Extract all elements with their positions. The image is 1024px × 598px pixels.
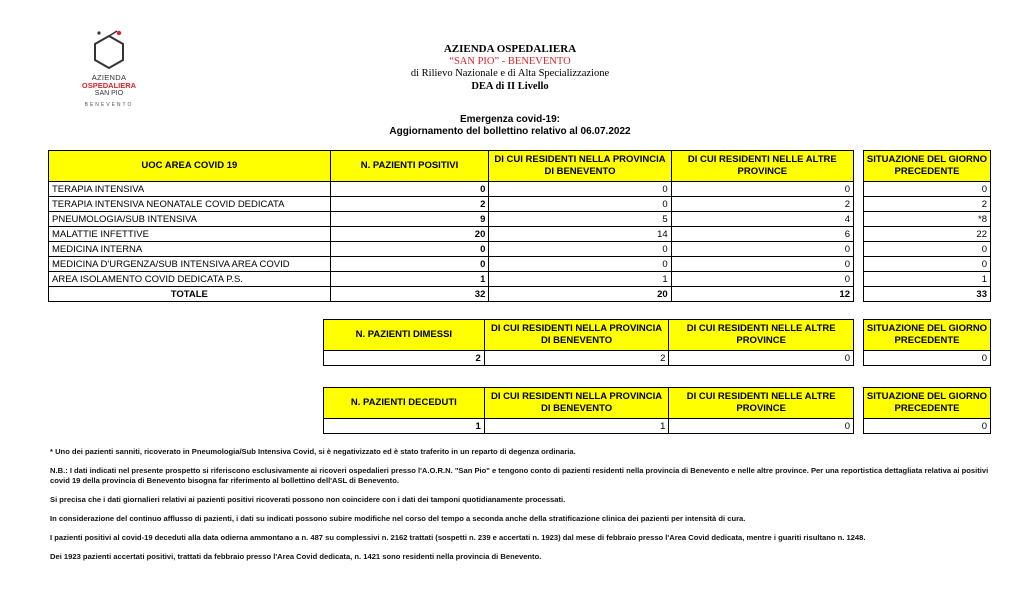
row-positivi: 0	[330, 257, 489, 272]
deceduti-altre: 0	[669, 419, 854, 434]
header-subtitle: “SAN PIO” - BENEVENTO	[449, 55, 571, 67]
deceduti-table	[323, 387, 854, 434]
row-positivi: 20	[330, 227, 489, 242]
prev-value: 22	[864, 227, 991, 242]
header-deceduti: N. PAZIENTI DECEDUTI	[324, 388, 485, 419]
dimessi-bn: 2	[484, 351, 669, 366]
main-covid-table	[48, 150, 854, 302]
prev-value: 0	[864, 182, 991, 197]
total-label: TOTALE	[49, 287, 331, 302]
table-row	[324, 351, 854, 366]
total-row	[49, 287, 854, 302]
logo-text-ospedaliera: OSPEDALIERA	[81, 81, 137, 90]
row-name: AREA ISOLAMENTO COVID DEDICATA P.S.	[49, 272, 331, 287]
deceduti-total: 1	[324, 419, 485, 434]
table-row	[324, 419, 854, 434]
row-name: MALATTIE INFETTIVE	[49, 227, 331, 242]
prev-total: 33	[864, 287, 991, 302]
row-altre: 0	[671, 272, 853, 287]
header-deceduti-bn: DI CUI RESIDENTI NELLA PROVINCIA DI BENEVENTO	[484, 388, 669, 419]
table-row	[49, 182, 854, 197]
row-name: PNEUMOLOGIA/SUB INTENSIVA	[49, 212, 331, 227]
row-name: MEDICINA D'URGENZA/SUB INTENSIVA AREA COVID	[49, 257, 331, 272]
dimessi-table	[323, 319, 854, 366]
header-dimessi-altre: DI CUI RESIDENTI NELLE ALTRE PROVINCE	[669, 320, 854, 351]
header-positivi: N. PAZIENTI POSITIVI	[330, 151, 489, 182]
prev-value: 2	[864, 197, 991, 212]
table-row	[49, 257, 854, 272]
dimessi-total: 2	[324, 351, 485, 366]
note-5: I pazienti positivi al covid-19 deceduti alla data odierna ammontano a n. 487 su complessivi n. 2162 trattati (sospetti n. 239 e accertati n. 1923) dal mese di febbraio presso l'Area Covid dedicata, mentre i guariti risultano n. 1248.	[50, 533, 866, 542]
table-row	[49, 197, 854, 212]
note-3: Si precisa che i dati giornalieri relativi ai pazienti positivi ricoverati possono non coincidere con i dati dei tamponi quotidianamente processati.	[50, 495, 566, 504]
bulletin-line1: Emergenza covid-19:	[459, 114, 561, 125]
total-altre: 12	[671, 287, 853, 302]
header-deceduti-prev: SITUAZIONE DEL GIORNO PRECEDENTE	[864, 388, 991, 419]
deceduti-bn: 1	[484, 419, 669, 434]
row-altre: 4	[671, 212, 853, 227]
header-title: AZIENDA OSPEDALIERA	[443, 43, 577, 55]
row-name: TERAPIA INTENSIVA	[49, 182, 331, 197]
previous-day-table	[863, 150, 991, 302]
header-line3: di Rilievo Nazionale e di Alta Specializzazione	[410, 68, 610, 79]
header-res-altre: DI CUI RESIDENTI NELLE ALTRE PROVINCE	[671, 151, 853, 182]
row-altre: 2	[671, 197, 853, 212]
row-positivi: 9	[330, 212, 489, 227]
header-dimessi: N. PAZIENTI DIMESSI	[324, 320, 485, 351]
row-altre: 0	[671, 257, 853, 272]
note-4: In considerazione del continuo afflusso di pazienti, i dati su indicati possono subire modifiche nel corso del tempo a seconda anche della stratificazione clinica dei pazienti per intensità di cura.	[50, 514, 746, 523]
row-bn: 0	[489, 182, 671, 197]
header-dimessi-prev: SITUAZIONE DEL GIORNO PRECEDENTE	[864, 320, 991, 351]
table-row	[49, 212, 854, 227]
row-positivi: 0	[330, 182, 489, 197]
header-line4: DEA di II Livello	[471, 80, 549, 92]
row-altre: 0	[671, 182, 853, 197]
row-positivi: 1	[330, 272, 489, 287]
prev-value: 1	[864, 272, 991, 287]
note-2: N.B.: I dati indicati nel presente prospetto si riferiscono esclusivamente ai ricoveri ospedalieri presso l'A.O.R.N. "San Pio" e tengono conto di pazienti residenti nella provincia di Benevento e nelle altre province. Per una reportistica dettagliata relativa ai positivi covid 19 della provincia di Benevento bisogna far riferimento al bollettino dell'ASL di Benevento.	[50, 466, 989, 485]
dimessi-prev-value: 0	[864, 351, 991, 366]
header-res-bn: DI CUI RESIDENTI NELLA PROVINCIA DI BENEVENTO	[489, 151, 671, 182]
row-bn: 1	[489, 272, 671, 287]
prev-value: 0	[864, 242, 991, 257]
header-dimessi-bn: DI CUI RESIDENTI NELLA PROVINCIA DI BENEVENTO	[484, 320, 669, 351]
row-altre: 0	[671, 242, 853, 257]
header-deceduti-altre: DI CUI RESIDENTI NELLE ALTRE PROVINCE	[669, 388, 854, 419]
table-row	[49, 227, 854, 242]
logo-text-benevento: BENEVENTO	[84, 102, 134, 108]
note-6: Dei 1923 pazienti accertati positivi, trattati da febbraio presso l'Area Covid dedicata, n. 1421 sono residenti nella provincia di Benevento.	[50, 552, 542, 561]
prev-value: *8	[864, 212, 991, 227]
row-positivi: 0	[330, 242, 489, 257]
logo-text-azienda: AZIENDA	[91, 73, 127, 82]
total-positivi: 32	[330, 287, 489, 302]
row-altre: 6	[671, 227, 853, 242]
hexagon-logo-icon	[89, 30, 129, 72]
table-row	[49, 242, 854, 257]
hospital-logo	[74, 30, 144, 120]
bulletin-title	[300, 114, 720, 138]
row-bn: 14	[489, 227, 671, 242]
deceduti-prev-table	[863, 387, 991, 434]
dimessi-prev-table	[863, 319, 991, 366]
row-bn: 0	[489, 197, 671, 212]
row-bn: 5	[489, 212, 671, 227]
notes-section	[50, 447, 990, 571]
dimessi-altre: 0	[669, 351, 854, 366]
row-positivi: 2	[330, 197, 489, 212]
bulletin-line2: Aggiornamento del bollettino relativo al 06.07.2022	[389, 126, 631, 137]
total-bn: 20	[489, 287, 671, 302]
row-bn: 0	[489, 257, 671, 272]
table-row	[49, 272, 854, 287]
row-name: MEDICINA INTERNA	[49, 242, 331, 257]
row-name: TERAPIA INTENSIVA NEONATALE COVID DEDICATA	[49, 197, 331, 212]
deceduti-prev-value: 0	[864, 419, 991, 434]
row-bn: 0	[489, 242, 671, 257]
prev-value: 0	[864, 257, 991, 272]
logo-text-sanpio: SAN PIO	[94, 90, 124, 97]
header-prev: SITUAZIONE DEL GIORNO PRECEDENTE	[864, 151, 991, 182]
note-1: * Uno dei pazienti sanniti, ricoverato in Pneumologia/Sub Intensiva Covid, si è negativizzato ed è stato traferito in un reparto di degenza ordinaria.	[50, 447, 576, 456]
document-header	[300, 43, 720, 93]
header-uoc: UOC AREA COVID 19	[49, 151, 331, 182]
